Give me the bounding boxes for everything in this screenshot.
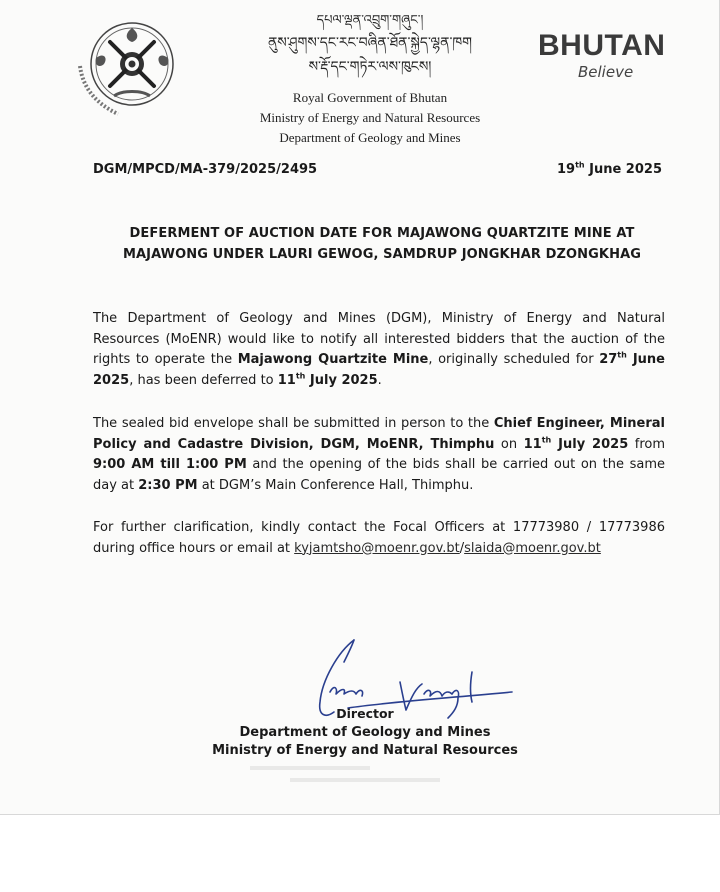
- paragraph-submission: The sealed bid envelope shall be submitted in person to the Chief Engineer, Mineral Policy and Cadastre Division, DGM, MoENR, Thimphu on 11th July 2025 from 9:00 AM till 1:00 PM and the opening of the bids shall be carried out on the same day at 2:30 PM at DGM’s Main Conference Hall, Thimphu.: [93, 416, 666, 493]
- national-emblem-icon: [74, 18, 182, 126]
- subject-line-2: MAJAWONG UNDER LAURI GEWOG, SAMDRUP JONGKHAR DZONGKHAG: [122, 247, 642, 262]
- tibetan-line-3: ས་རྡོ་དང་གཏེར་ལས་ཁུངས།: [308, 60, 432, 75]
- email-link-2[interactable]: slaida@moenr.gov.bt: [464, 540, 601, 556]
- letter-date: 19th June 2025: [556, 160, 662, 177]
- subject-line-1: DEFERMENT OF AUCTION DATE FOR MAJAWONG QUARTZITE MINE AT: [129, 226, 635, 241]
- tibetan-line-1: དཔལ་ལྡན་འབྲུག་གཞུང་།: [316, 12, 424, 27]
- letterhead: [220, 8, 520, 148]
- reference-number: DGM/MPCD/MA-379/2025/2495: [93, 162, 318, 177]
- brand-name: BHUTAN: [538, 29, 666, 62]
- paragraph-notice: The Department of Geology and Mines (DGM), Ministry of Energy and Natural Resources (MoENR) would like to notify all interested bidders that the auction of the rights to operate the Majawong Quartzite Mine, originally scheduled for 27th June 2025, has been deferred to 11th July 2025.: [93, 311, 665, 388]
- department-name: Department of Geology and Mines: [279, 130, 461, 145]
- signatory-department: Department of Geology and Mines: [239, 724, 491, 740]
- brand-logo: [538, 30, 688, 82]
- government-name: Royal Government of Bhutan: [292, 90, 448, 105]
- subject-heading: [93, 223, 671, 265]
- paragraph-contact: For further clarification, kindly contact the Focal Officers at 17773980 / 17773986 during office hours or email at kyjamtsho@moenr.gov.bt/slaida@moenr.gov.bt: [93, 520, 665, 556]
- tibetan-line-2: ནུས་ཤུགས་དང་རང་བཞིན་ཐོན་སྐྱེད་ལྷན་ཁག: [267, 36, 473, 51]
- ministry-name: Ministry of Energy and Natural Resources: [259, 110, 481, 125]
- signatory-title: Director: [336, 706, 394, 721]
- signatory-block: [200, 705, 530, 761]
- email-link-1[interactable]: kyjamtsho@moenr.gov.bt: [294, 540, 460, 556]
- brand-tagline: Believe: [578, 63, 634, 81]
- bleed-through-marks: [230, 760, 470, 790]
- signatory-ministry: Ministry of Energy and Natural Resources: [212, 743, 518, 758]
